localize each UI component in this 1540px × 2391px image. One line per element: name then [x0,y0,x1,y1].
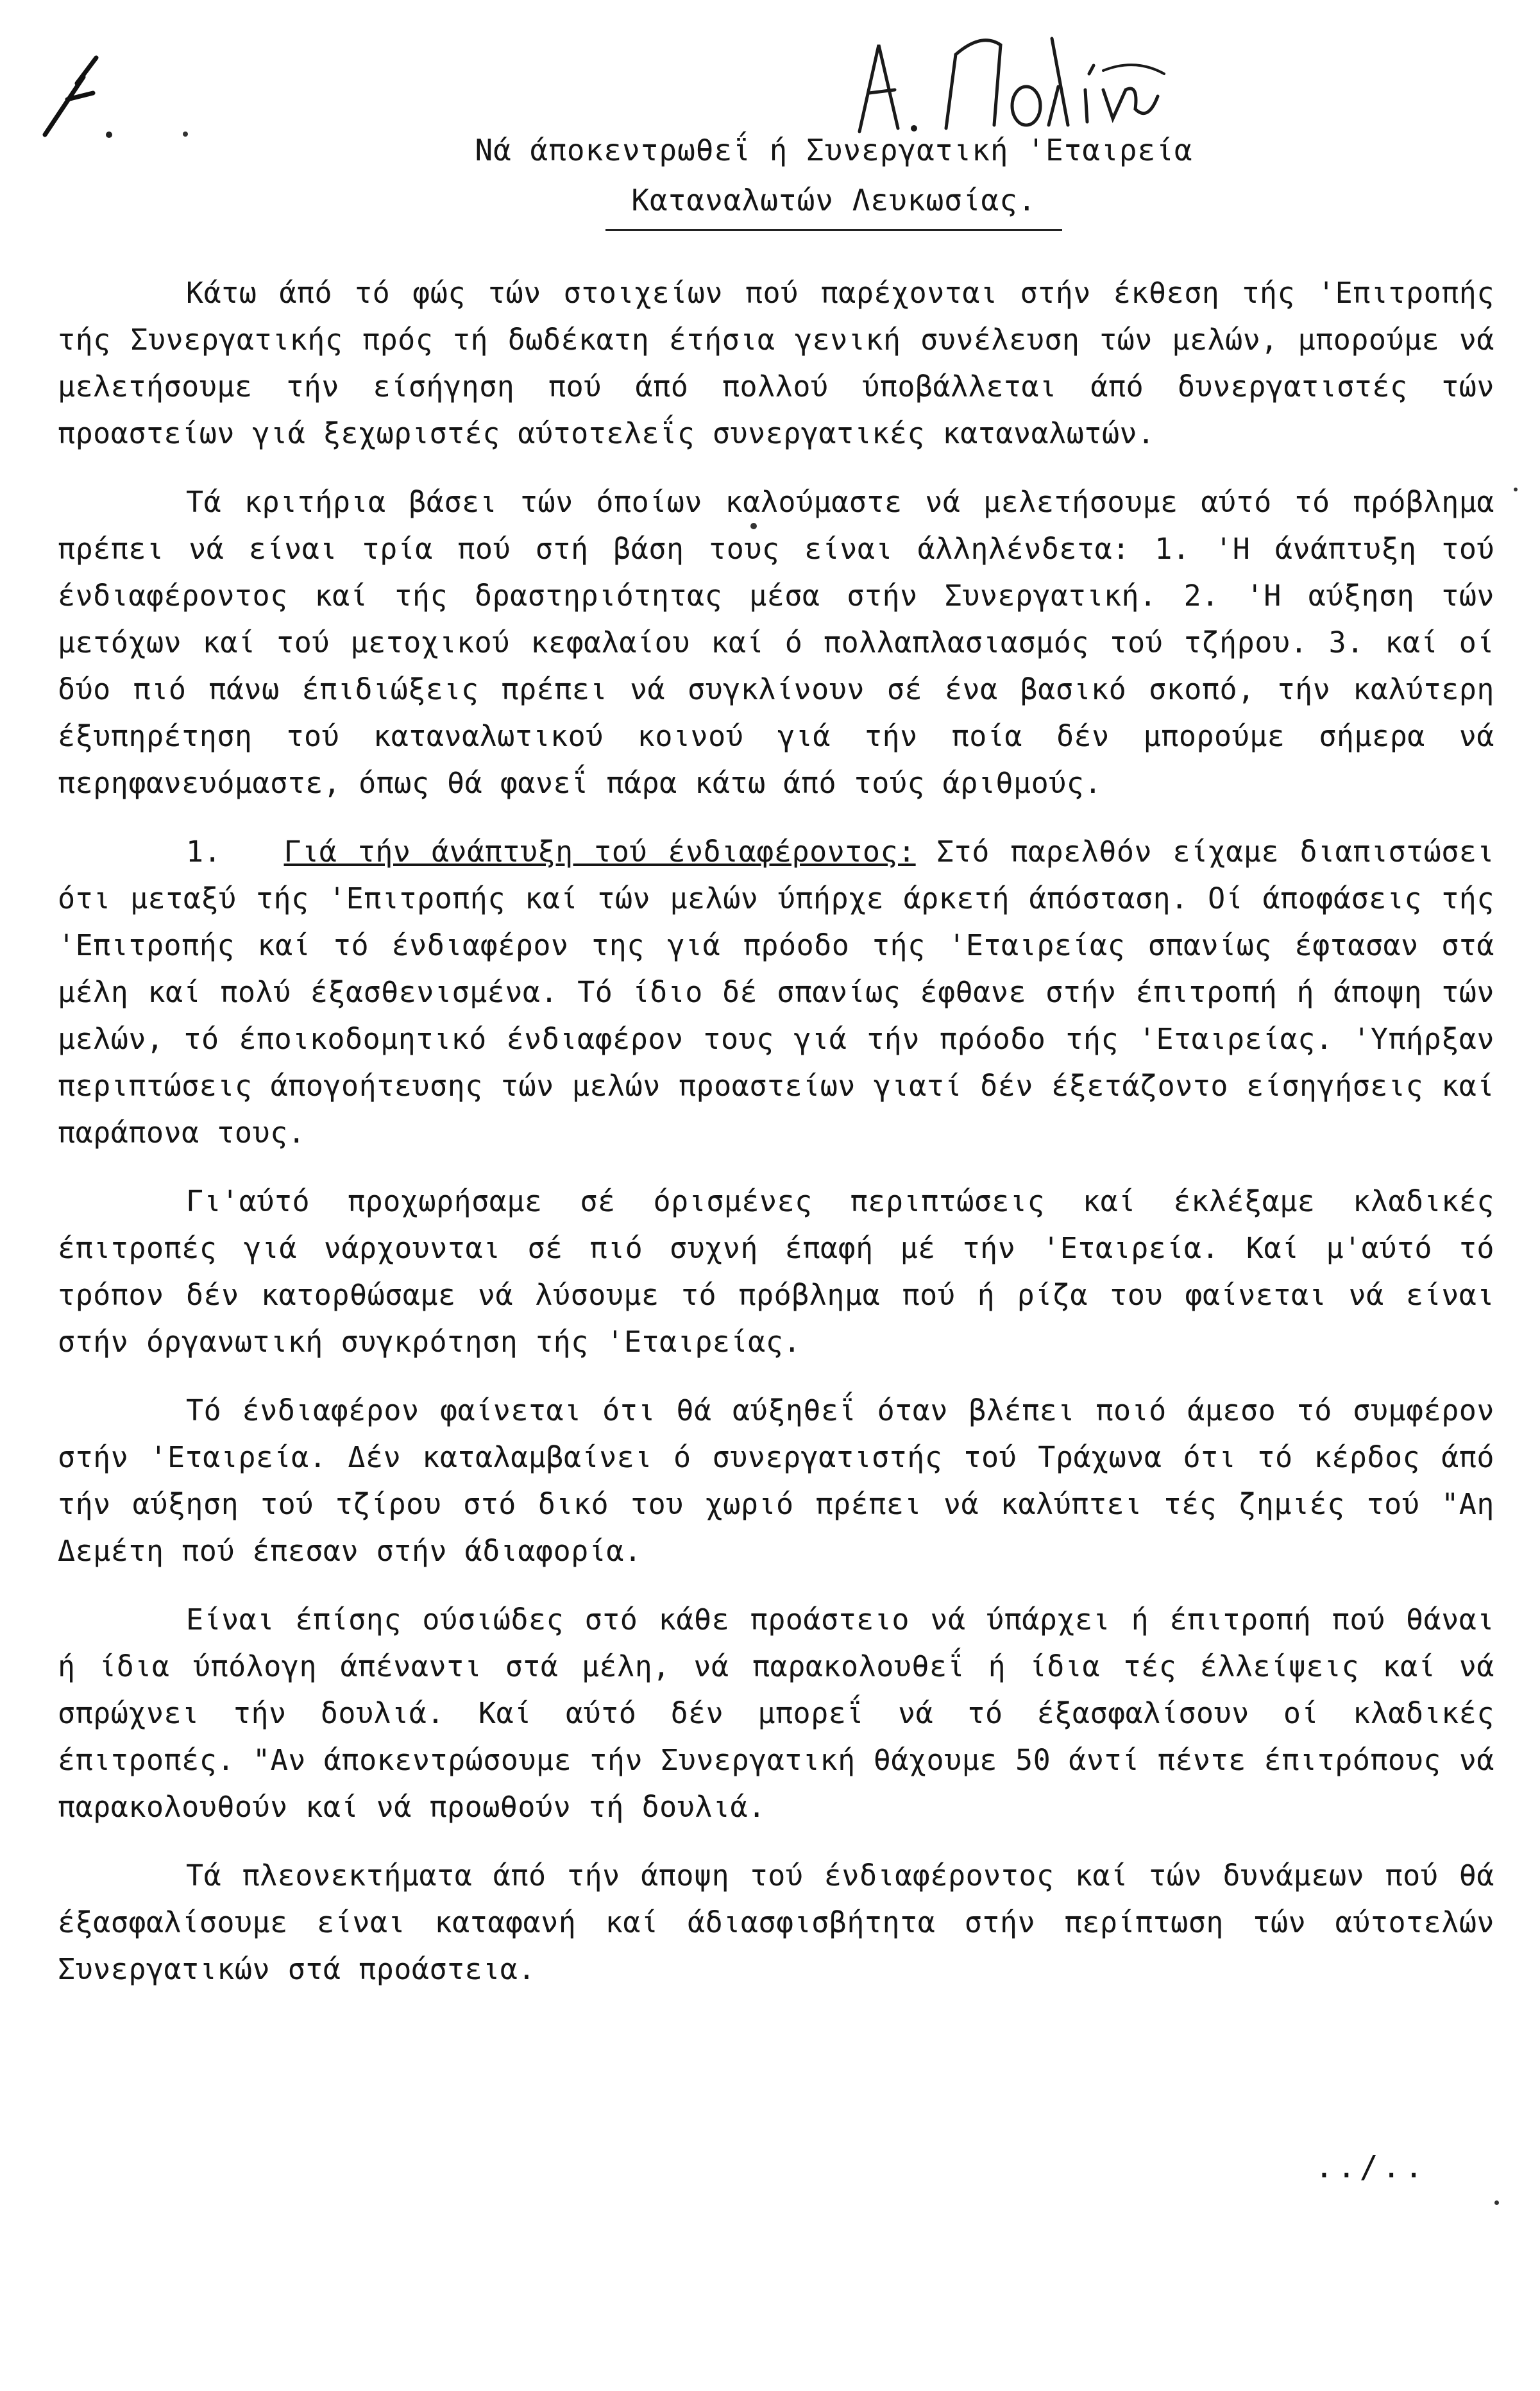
document-title [385,125,1283,231]
paragraph-5: Τό ένδιαφέρον φαίνεται ότι θά αύξηθεΐ όταν βλέπει ποιό άμεσο τό συμφέρον στήν 'Εταιρεία. Δέν καταλαμβαίνει ό συνεργατιστής τού Τράχωνα ότι τό κέρδος άπό τήν αύξηση τού τζίρου στό δικό του χωριό πρέπει νά καλύπτει τές ζημιές τού "Αη Δεμέτη πού έπεσαν στήν άδιαφορία. [58,1393,1494,1568]
paragraph-3-text: Στό παρελθόν είχαμε διαπιστώσει ότι μεταξύ τής 'Επιτροπής καί τών μελών ύπήρχε άρκετή άπόσταση. Οί άποφάσεις τής 'Επιτροπής καί τό ένδιαφέρον της γιά πρόοδο τής 'Εταιρείας σπανίως έφτασαν στά μέλη καί πολύ έξασθενισμένα. Τό ίδιο δέ σπανίως έφθανε στήν έπιτροπή ή άποψη τών μελών, τό έποικοδομητικό ένδιαφέρον τους γιά τήν πρόοδο τής 'Εταιρείας. 'Υπήρξαν περιπτώσεις άπογοήτευσης τών μελών προαστείων γιατί δέν έξετάζοντο είσηγήσεις καί παράπονα τους. [58,835,1494,1150]
scan-speck [1514,488,1518,491]
scan-speck [183,132,188,137]
document-body [58,269,1494,2014]
title-line-1: Νά άποκεντρωθεΐ ή Συνεργατική 'Εταιρεία [475,133,1193,167]
paragraph-1: Κάτω άπό τό φώς τών στοιχείων πού παρέχονται στήν έκθεση τής 'Επιτροπής τής Συνεργατικής πρός τή δωδέκατη έτήσια γενική συνέλευση τών μελών, μπορούμε νά μελετήσουμε τήν είσήγηση πού άπό πολλού ύποβάλλεται άπό δυνεργατιστές τών προαστείων γιά ξεχωριστές αύτοτελεΐς συνεργατικές καταναλωτών. [58,276,1494,450]
section-heading-1: Γιά τήν άνάπτυξη τού ένδιαφέροντος: [283,835,916,869]
paragraph-4: Γι'αύτό προχωρήσαμε σέ όρισμένες περιπτώσεις καί έκλέξαμε κλαδικές έπιτροπές γιά νάρχουνται σέ πιό συχνή έπαφή μέ τήν 'Εταιρεία. Καί μ'αύτό τό τρόπον δέν κατορθώσαμε νά λύσουμε τό πρόβλημα πού ή ρίζα του φαίνεται νά είναι στήν όργανωτική συγκρότηση τής 'Εταιρείας. [58,1184,1494,1359]
scan-speck [1494,2200,1499,2205]
paragraph-7: Τά πλεονεκτήματα άπό τήν άποψη τού ένδιαφέροντος καί τών δυνάμεων πού θά έξασφαλίσουμε είναι καταφανή καί άδιασφισβήτητα στήν περίπτωση τών αύτοτελών Συνεργατικών στά προάστεια. [58,1859,1494,1986]
page-continuation-marker: ../.. [1315,2149,1427,2185]
paragraph-3 [58,828,1494,1156]
paragraph-6: Είναι έπίσης ούσιώδες στό κάθε προάστειο νά ύπάρχει ή έπιτροπή πού θάναι ή ίδια ύπόλογη άπέναντι στά μέλη, νά παρακολουθεΐ ή ίδια τές έλλείψεις καί νά σπρώχνει τήν δουλιά. Καί αύτό δέν μπορεΐ νά τό έξασφαλίσουν οί κλαδικές έπιτροπές. "Αν άποκεντρώσουμε τήν Συνεργατική θάχουμε 50 άντί πέντε έπιτρόπους νά παρακολουθούν καί νά προωθούν τή δουλιά. [58,1603,1494,1824]
scan-speck [750,523,757,529]
title-line-2: Καταναλωτών Λευκωσίας. [605,175,1062,231]
corner-mark-icon [32,38,115,141]
paragraph-3-number: 1. [186,835,222,869]
paragraph-2: Τά κριτήρια βάσει τών όποίων καλούμαστε νά μελετήσουμε αύτό τό πρόβλημα πρέπει νά είναι τρία πού στή βάση τους είναι άλληλένδετα: 1. 'Η άνάπτυξη τού ένδιαφέροντος καί τής δραστηριότητας μέσα στήν Συνεργατική. 2. 'Η αύξηση τών μετόχων καί τού μετοχικού κεφαλαίου καί ό πολλαπλασιασμός τού τζήρου. 3. καί οί δύο πιό πάνω έπιδιώξεις πρέπει νά συγκλίνουν σέ ένα βασικό σκοπό, τήν καλύτερη έξυπηρέτηση τού καταναλωτικού κοινού γιά τήν ποία δέν μπορούμε σήμερα νά περηφανευόμαστε, όπως θά φανεΐ πάρα κάτω άπό τούς άριθμούς. [58,485,1494,800]
